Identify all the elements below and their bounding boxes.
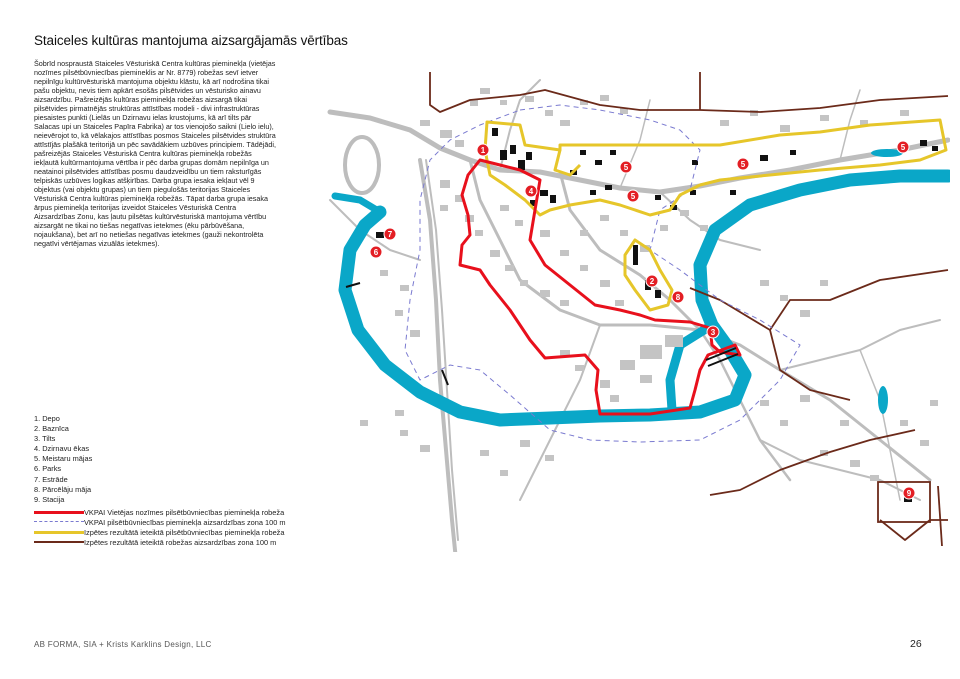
legend-item: 4. Dzirnavu ēkas — [34, 444, 90, 454]
marker-9 — [903, 487, 915, 499]
marker-label: 6 — [373, 248, 379, 257]
legend-item: 6. Parks — [34, 464, 62, 474]
marker-label: 2 — [649, 277, 655, 286]
legend-line-red — [34, 507, 286, 517]
object-markers — [370, 141, 915, 499]
legend-line-yellow — [34, 527, 286, 537]
marker-label: 1 — [480, 146, 486, 155]
line-legend — [34, 507, 286, 547]
marker-6 — [370, 246, 382, 258]
marker-7 — [384, 228, 396, 240]
marker-2 — [646, 275, 658, 287]
legend-item: 3. Tilts — [34, 434, 56, 444]
legend-item: 7. Estrāde — [34, 474, 68, 484]
legend-line-label: VKPAI Vietējas nozīmes pilsētbūvniecības pieminekļa robeža — [84, 507, 285, 517]
marker-1 — [477, 144, 489, 156]
marker-label: 5 — [900, 143, 906, 152]
legend-item: 2. Baznīca — [34, 424, 69, 434]
marker-4 — [525, 185, 537, 197]
marker-label: 5 — [740, 160, 746, 169]
legend-line-brown — [34, 537, 286, 547]
objects-legend — [34, 414, 92, 505]
marker-label: 8 — [675, 293, 681, 302]
legend-item: 8. Pārcēlāju māja — [34, 484, 92, 494]
marker-label: 9 — [906, 489, 912, 498]
town-map — [316, 72, 950, 552]
marker-5b — [737, 158, 749, 170]
legend-line-dashed — [34, 517, 286, 527]
marker-label: 5 — [623, 163, 629, 172]
description-text: Šobrīd nospraustā Staiceles Vēsturiskā Centra kultūras pieminekļa (vietējas nozīmes pilsētbūvniecības piemineklis ar Nr. 8779) robežas sevī ietver nepilnīgu kultūrvēsturiskā mantojuma objektu klāstu, kā arī nodrošina tikai pašu objektu, nevis tiem apkārt esošās pilsētvides un vēsturisko ainavu aizsardzību. Pašreizējās kultūras pieminekļa robežas aizsargā tikai pilsētvides pirmatnējās struktūras attīstības modeli - divi infrastruktūras piesaistes punkti (Lielās un Dzirnavu ielas krustojums, kā arī tilts pār Salacas upi un Staiceles Papīra Fabrika) ar tos vienojošo saikni (Lielo ielu), neievērojot to, kā vēlakajos attīstības posmos Staiceles pilsētvides struktūra attīstījās plašākā teritorijā un pēc savādākiem uzbūves principiem. Tādējādi, pašreizējās Staiceles Vēsturiskā Centra kultūras pieminekļa robežās iekļautā kultūrmantojuma vērtība ir pēc darba grupas domām nepilnīga un neatainoi pilsētvides attīstības posmu daudzveidību un tiem raksturīgās telpiskās uzbūves logikas atšķirības. Darba grupa iesaka iekļaut vēl 9 objektus (vai objektu grupas) un tiem piegulošās teritorijas Staiceles Vēsturiskā Centra kultūras pieminekļa robežās. Tāpat darba grupa iesaka ārpus pieminekļa teritorijas izveidot Staiceles Vēsturiskā Centra Aizsardzības Zonu, kas ļautu pilsētas kultūrvēsturiskā mantojuma vērtību aizsargāt ne tikai no tiešas negatīvas ietekmes (ēku pārbūvēšana, nojaukšana), bet arī no netiešas negatīvas ietekmes (gauži nekontrolēta negatīvi vērtējamas vizuālās ietekmes). — [34, 59, 276, 248]
marker-label: 3 — [710, 328, 716, 337]
legend-item: 9. Stacija — [34, 494, 65, 504]
marker-3 — [707, 326, 719, 338]
page-title: Staiceles kultūras mantojuma aizsargājamās vērtības — [34, 33, 348, 48]
marker-8 — [672, 291, 684, 303]
marker-5a — [620, 161, 632, 173]
legend-line-label: VKPAI pilsētbūvniecības pieminekļa aizsardzības zona 100 m — [84, 517, 286, 527]
legend-line-label: Izpētes rezultātā ieteiktā pilsētbūvniecības pieminekļa robeža — [84, 527, 285, 537]
marker-label: 5 — [630, 192, 636, 201]
marker-label: 7 — [387, 230, 393, 239]
marker-5c — [897, 141, 909, 153]
legend-item: 1. Depo — [34, 414, 60, 423]
footer-credit: AB FORMA, SIA + Krists Karklins Design, LLC — [34, 640, 212, 649]
legend-item: 5. Meistaru mājas — [34, 454, 93, 464]
stadium — [345, 137, 379, 193]
marker-label: 4 — [528, 187, 534, 196]
legend-line-label: Izpētes rezultātā ieteiktā robežas aizsardzības zona 100 m — [84, 537, 277, 547]
marker-5d — [627, 190, 639, 202]
page-number: 26 — [910, 638, 922, 650]
